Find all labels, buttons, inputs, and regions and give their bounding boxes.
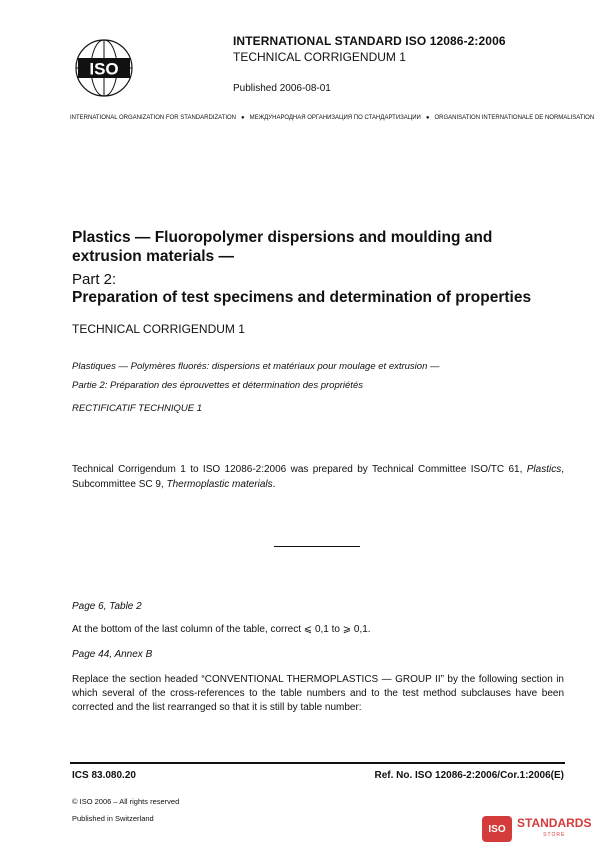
page6-correction: At the bottom of the last column of the table, correct ⩽ 0,1 to ⩾ 0,1. bbox=[72, 624, 371, 635]
committee-name: Plastics bbox=[526, 464, 562, 475]
org-name-en: INTERNATIONAL ORGANIZATION FOR STANDARDIZATION bbox=[70, 115, 237, 121]
document-title: Plastics — Fluoropolymer dispersions and moulding and extrusion materials — bbox=[72, 229, 493, 265]
org-name-fr: ORGANISATION INTERNATIONALE DE NORMALISATION bbox=[434, 115, 595, 121]
page44-correction: Replace the section headed “CONVENTIONAL THERMOPLASTICS — GROUP II” by the following section in which several of the cross-references to the table numbers and to the test method subclauses have been corrected and the list rearranged so that it is still by table number: bbox=[72, 674, 564, 713]
french-title: Plastiques — Polymères fluorés: dispersions et matériaux pour moulage et extrusion — bbox=[72, 361, 440, 372]
french-part-title: Partie 2: Préparation des éprouvettes et détermination des propriétés bbox=[72, 380, 363, 391]
org-name-ru: МЕЖДУНАРОДНАЯ ОРГАНИЗАЦИЯ ПО СТАНДАРТИЗАЦИИ bbox=[249, 115, 421, 121]
organization-line bbox=[70, 115, 595, 121]
store-badge: ISO bbox=[482, 816, 512, 842]
page6-reference: Page 6, Table 2 bbox=[72, 601, 142, 612]
published-in: Published in Switzerland bbox=[72, 814, 154, 823]
french-corrigendum: RECTIFICATIF TECHNIQUE 1 bbox=[72, 403, 203, 414]
standard-title: INTERNATIONAL STANDARD ISO 12086-2:2006 bbox=[233, 34, 506, 48]
corrigendum-label: TECHNICAL CORRIGENDUM 1 bbox=[233, 50, 406, 64]
published-date: Published 2006-08-01 bbox=[233, 83, 331, 94]
part-title: Preparation of test specimens and determination of properties bbox=[72, 289, 532, 306]
ics-code: ICS 83.080.20 bbox=[72, 770, 136, 781]
copyright: © ISO 2006 – All rights reserved bbox=[72, 797, 180, 806]
reference-number: Ref. No. ISO 12086-2:2006/Cor.1:2006(E) bbox=[374, 770, 564, 781]
part-number: Part 2: bbox=[72, 271, 117, 288]
bullet-separator: ● bbox=[425, 115, 430, 121]
footer-rule bbox=[70, 762, 565, 764]
technical-corrigendum: TECHNICAL CORRIGENDUM 1 bbox=[72, 322, 245, 336]
intro-paragraph: Technical Corrigendum 1 to ISO 12086-2:2006 was prepared by Technical Committee ISO/TC 61, Plastics, Subcommittee SC 9, Thermoplastic materials. bbox=[72, 464, 564, 490]
iso-logo bbox=[74, 38, 134, 98]
store-label: STANDARDS STORE bbox=[517, 816, 592, 838]
subcommittee-name: Thermoplastic materials bbox=[166, 478, 273, 490]
iso-standards-store-watermark bbox=[482, 814, 592, 844]
page44-reference: Page 44, Annex B bbox=[72, 649, 153, 660]
logo-text: ISO bbox=[89, 59, 119, 79]
bullet-separator: ● bbox=[241, 115, 245, 121]
separator-rule bbox=[274, 546, 360, 547]
